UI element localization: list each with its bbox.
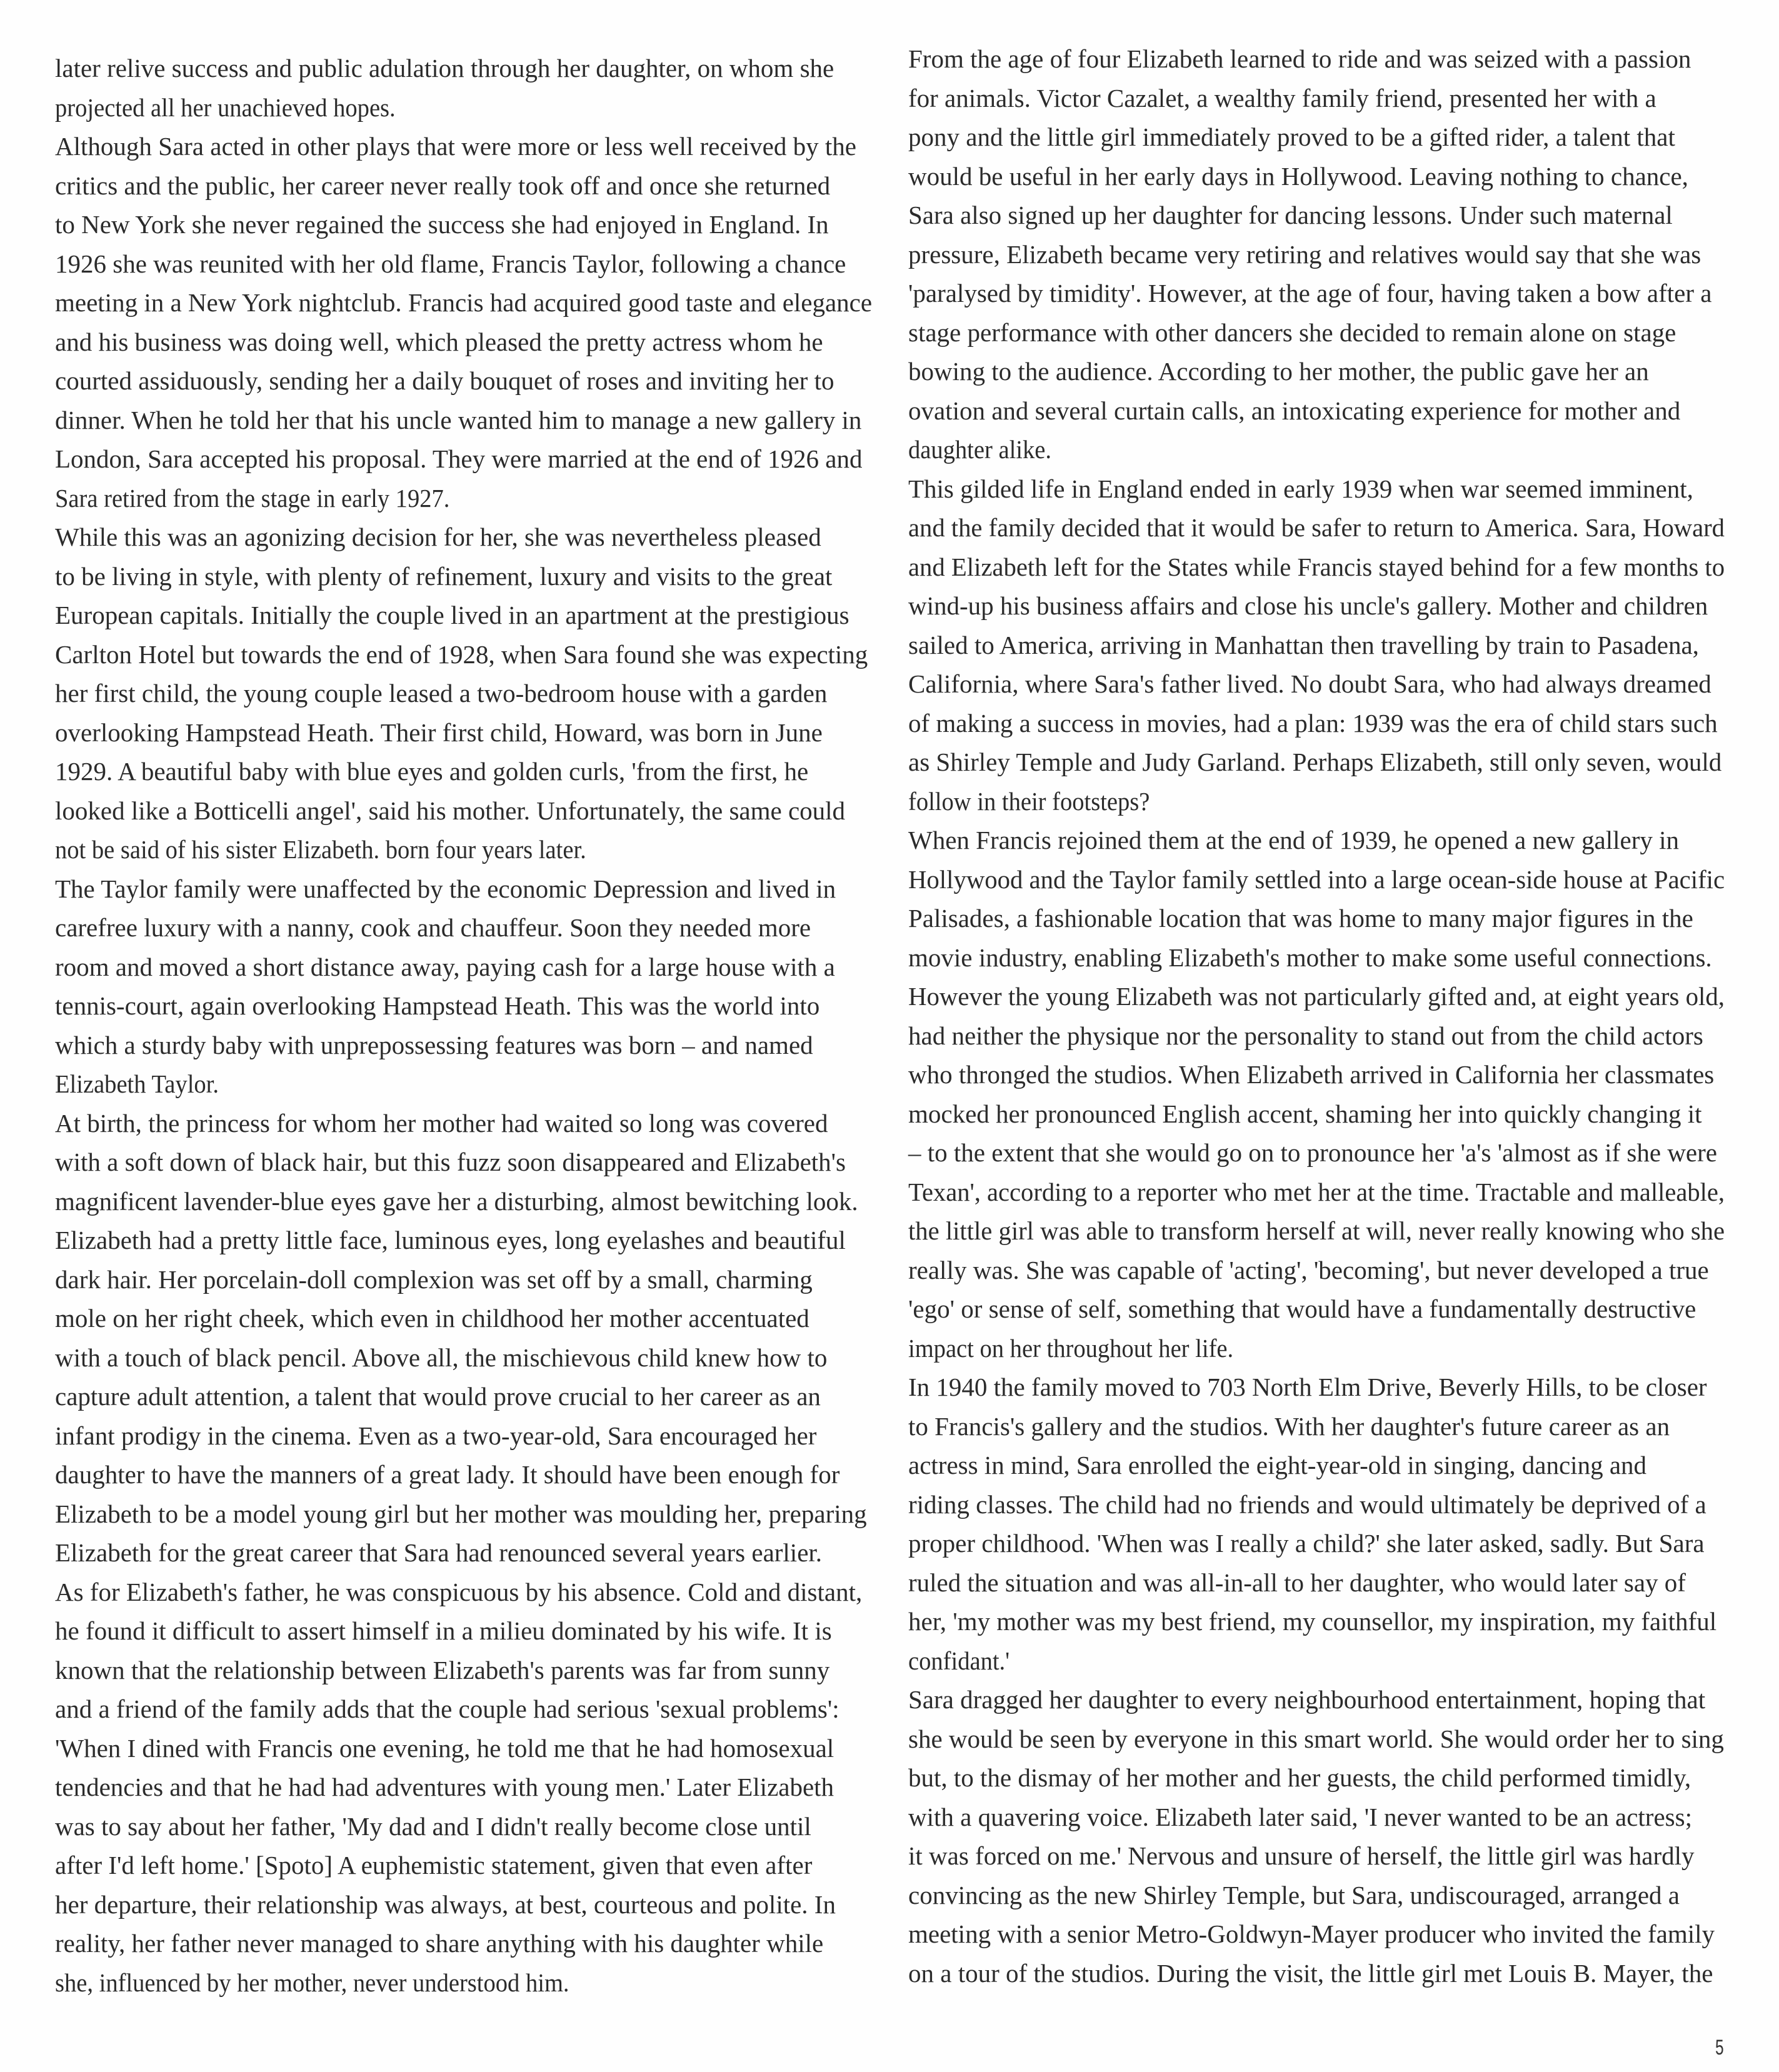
text-line: Elizabeth Taylor. — [55, 1069, 219, 1098]
text-line: her first child, the young couple leased a two-bedroom house with a garden — [55, 679, 828, 708]
text-line: convincing as the new Shirley Temple, but Sara, undiscouraged, arranged a — [908, 1880, 1680, 1909]
text-line: her, 'my mother was my best friend, my counsellor, my inspiration, my faithful — [908, 1607, 1717, 1636]
text-line: with a soft down of black hair, but this fuzz soon disappeared and Elizabeth's — [55, 1148, 846, 1176]
text-line: When Francis rejoined them at the end of 1939, he opened a new gallery in — [908, 826, 1680, 854]
text-line: after I'd left home.' [Spoto] A euphemistic statement, given that even after — [55, 1851, 813, 1879]
text-line: daughter alike. — [908, 435, 1052, 464]
text-line: critics and the public, her career never really took off and once she returned — [55, 171, 831, 200]
text-line: Elizabeth to be a model young girl but her mother was moulding her, preparing — [55, 1499, 867, 1528]
text-line: to be living in style, with plenty of refinement, luxury and visits to the great — [55, 561, 833, 591]
text-line: she, influenced by her mother, never understood him. — [55, 1968, 569, 1997]
text-line: looked like a Botticelli angel', said his mother. Unfortunately, the same could — [55, 796, 846, 825]
text-line: Elizabeth had a pretty little face, luminous eyes, long eyelashes and beautiful — [55, 1226, 846, 1254]
text-line: – to the extent that she would go on to pronounce her 'a's 'almost as if she were — [908, 1138, 1717, 1167]
text-line: her departure, their relationship was always, at best, courteous and polite. In — [55, 1889, 836, 1919]
text-line: Hollywood and the Taylor family settled into a large ocean-side house at Pacific — [908, 864, 1725, 894]
text-line: dinner. When he told her that his uncle wanted him to manage a new gallery in — [55, 405, 862, 434]
text-line: wind-up his business affairs and close his uncle's gallery. Mother and children — [908, 591, 1708, 620]
text-line: pressure, Elizabeth became very retiring and relatives would say that she was — [908, 239, 1701, 269]
text-line: Sara retired from the stage in early 1927. — [55, 483, 450, 513]
text-line: it was forced on me.' Nervous and unsure of herself, the little girl was hardly — [908, 1841, 1695, 1870]
text-line: room and moved a short distance away, paying cash for a large house with a — [55, 952, 835, 981]
text-line: was to say about her father, 'My dad and I didn't really become close until — [55, 1811, 811, 1841]
text-line: Sara also signed up her daughter for dancing lessons. Under such maternal — [908, 201, 1673, 229]
text-line: of making a success in movies, had a plan: 1939 was the era of child stars such — [908, 708, 1718, 738]
text-column-left — [55, 49, 875, 2002]
text-line: movie industry, enabling Elizabeth's mother to make some useful connections. — [908, 943, 1712, 972]
text-line: 'When I dined with Francis one evening, he told me that he had homosexual — [55, 1733, 834, 1763]
text-line: This gilded life in England ended in early 1939 when war seemed imminent, — [908, 474, 1693, 503]
text-line: and his business was doing well, which pleased the pretty actress whom he — [55, 327, 823, 356]
text-line: European capitals. Initially the couple lived in an apartment at the prestigious — [55, 601, 849, 629]
text-line: to New York she never regained the success she had enjoyed in England. In — [55, 210, 829, 239]
text-line: who thronged the studios. When Elizabeth arrived in California her classmates — [908, 1060, 1715, 1089]
text-line: and the family decided that it would be safer to return to America. Sara, Howard — [908, 513, 1725, 542]
text-line: Carlton Hotel but towards the end of 1928, when Sara found she was expecting — [55, 639, 868, 669]
text-line: daughter to have the manners of a great lady. It should have been enough for — [55, 1460, 840, 1489]
text-line: would be useful in her early days in Hollywood. Leaving nothing to chance, — [908, 161, 1688, 191]
text-line: on a tour of the studios. During the visit, the little girl met Louis B. Mayer, the — [908, 1958, 1713, 1988]
text-line: riding classes. The child had no friends and would ultimately be deprived of a — [908, 1489, 1706, 1519]
text-line: ruled the situation and was all-in-all to her daughter, who would later say of — [908, 1568, 1686, 1597]
text-line: courted assiduously, sending her a daily bouquet of roses and inviting her to — [55, 366, 834, 395]
text-line: and Elizabeth left for the States while Francis stayed behind for a few months to — [908, 552, 1725, 581]
text-line: 1929. A beautiful baby with blue eyes and golden curls, 'from the first, he — [55, 757, 809, 786]
text-line: As for Elizabeth's father, he was conspicuous by his absence. Cold and distant, — [55, 1577, 863, 1606]
text-line: she would be seen by everyone in this smart world. She would order her to sing — [908, 1724, 1724, 1753]
text-line: Texan', according to a reporter who met her at the time. Tractable and malleable, — [908, 1177, 1725, 1206]
text-line: magnificent lavender-blue eyes gave her a disturbing, almost bewitching look. — [55, 1186, 858, 1216]
text-line: really was. She was capable of 'acting', 'becoming', but never developed a true — [908, 1255, 1709, 1284]
text-line: projected all her unachieved hopes. — [55, 93, 396, 122]
text-line: Sara dragged her daughter to every neighbourhood entertainment, hoping that — [908, 1685, 1706, 1714]
text-line: 'ego' or sense of self, something that would have a fundamentally destructive — [908, 1294, 1696, 1323]
text-line: The Taylor family were unaffected by the economic Depression and lived in — [55, 874, 836, 903]
text-line: not be said of his sister Elizabeth. born four years later. — [55, 835, 586, 864]
text-line: had neither the physique nor the personality to stand out from the child actors — [908, 1021, 1703, 1050]
text-line: dark hair. Her porcelain-doll complexion was set off by a small, charming — [55, 1264, 813, 1294]
text-line: to Francis's gallery and the studios. With her daughter's future career as an — [908, 1411, 1670, 1441]
text-line: At birth, the princess for whom her mother had waited so long was covered — [55, 1108, 828, 1138]
page-number: 5 — [1715, 2036, 1724, 2059]
text-line: Palisades, a fashionable location that was home to many major figures in the — [908, 904, 1693, 933]
text-line: From the age of four Elizabeth learned to ride and was seized with a passion — [908, 44, 1691, 73]
text-line: pony and the little girl immediately proved to be a gifted rider, a talent that — [908, 123, 1675, 151]
text-line: mocked her pronounced English accent, shaming her into quickly changing it — [908, 1099, 1702, 1128]
text-line: infant prodigy in the cinema. Even as a two-year-old, Sara encouraged her — [55, 1421, 817, 1450]
text-line: later relive success and public adulation through her daughter, on whom she — [55, 54, 834, 83]
text-line: as Shirley Temple and Judy Garland. Perhaps Elizabeth, still only seven, would — [908, 748, 1722, 776]
text-line: 1926 she was reunited with her old flame, Francis Taylor, following a chance — [55, 249, 846, 278]
text-line: bowing to the audience. According to her mother, the public gave her an — [908, 357, 1649, 386]
text-line: California, where Sara's father lived. No doubt Sara, who had always dreamed — [908, 669, 1711, 698]
text-line: mole on her right cheek, which even in childhood her mother accentuated — [55, 1304, 809, 1333]
text-line: Elizabeth for the great career that Sara had renounced several years earlier. — [55, 1538, 823, 1567]
text-line: stage performance with other dancers she decided to remain alone on stage — [908, 318, 1676, 347]
text-line: carefree luxury with a nanny, cook and chauffeur. Soon they needed more — [55, 913, 811, 942]
text-line: actress in mind, Sara enrolled the eight-year-old in singing, dancing and — [908, 1451, 1647, 1479]
text-line: sailed to America, arriving in Manhattan then travelling by train to Pasadena, — [908, 630, 1699, 659]
text-line: proper childhood. 'When was I really a child?' she later asked, sadly. But Sara — [908, 1529, 1705, 1558]
text-line: overlooking Hampstead Heath. Their first child, Howard, was born in June — [55, 718, 823, 747]
text-line: the little girl was able to transform herself at will, never really knowing who she — [908, 1216, 1725, 1245]
text-line: meeting with a senior Metro-Goldwyn-Mayer producer who invited the family — [908, 1919, 1715, 1948]
text-line: However the young Elizabeth was not particularly gifted and, at eight years old, — [908, 982, 1725, 1011]
text-line: impact on her throughout her life. — [908, 1333, 1234, 1363]
text-line: follow in their footsteps? — [908, 786, 1150, 816]
text-line: In 1940 the family moved to 703 North Elm Drive, Beverly Hills, to be closer — [908, 1373, 1707, 1401]
text-line: and a friend of the family adds that the couple had serious 'sexual problems': — [55, 1694, 839, 1723]
text-line: which a sturdy baby with unprepossessing features was born – and named — [55, 1030, 813, 1059]
text-line: Although Sara acted in other plays that were more or less well received by the — [55, 132, 856, 161]
text-line: known that the relationship between Elizabeth's parents was far from sunny — [55, 1655, 830, 1684]
text-line: he found it difficult to assert himself in a milieu dominated by his wife. It is — [55, 1616, 832, 1645]
text-line: but, to the dismay of her mother and her guests, the child performed timidly, — [908, 1763, 1691, 1792]
text-line: 'paralysed by timidity'. However, at the age of four, having taken a bow after a — [908, 279, 1712, 308]
text-line: While this was an agonizing decision for her, she was nevertheless pleased — [55, 523, 821, 551]
text-line: with a quavering voice. Elizabeth later said, 'I never wanted to be an actress; — [908, 1802, 1692, 1831]
text-line: meeting in a New York nightclub. Francis had acquired good taste and elegance — [55, 288, 873, 317]
text-line: ovation and several curtain calls, an intoxicating experience for mother and — [908, 396, 1681, 425]
text-line: for animals. Victor Cazalet, a wealthy family friend, presented her with a — [908, 83, 1656, 113]
text-line: reality, her father never managed to share anything with his daughter while — [55, 1929, 824, 1958]
text-line: tennis-court, again overlooking Hampstead Heath. This was the world into — [55, 991, 820, 1020]
text-column-right — [908, 39, 1725, 1993]
text-line: London, Sara accepted his proposal. They were married at the end of 1926 and — [55, 444, 863, 473]
text-line: confidant.' — [908, 1646, 1010, 1675]
text-line: tendencies and that he had had adventures with young men.' Later Elizabeth — [55, 1773, 834, 1801]
text-line: with a touch of black pencil. Above all, the mischievous child knew how to — [55, 1343, 828, 1372]
text-line: capture adult attention, a talent that would prove crucial to her career as an — [55, 1382, 821, 1411]
